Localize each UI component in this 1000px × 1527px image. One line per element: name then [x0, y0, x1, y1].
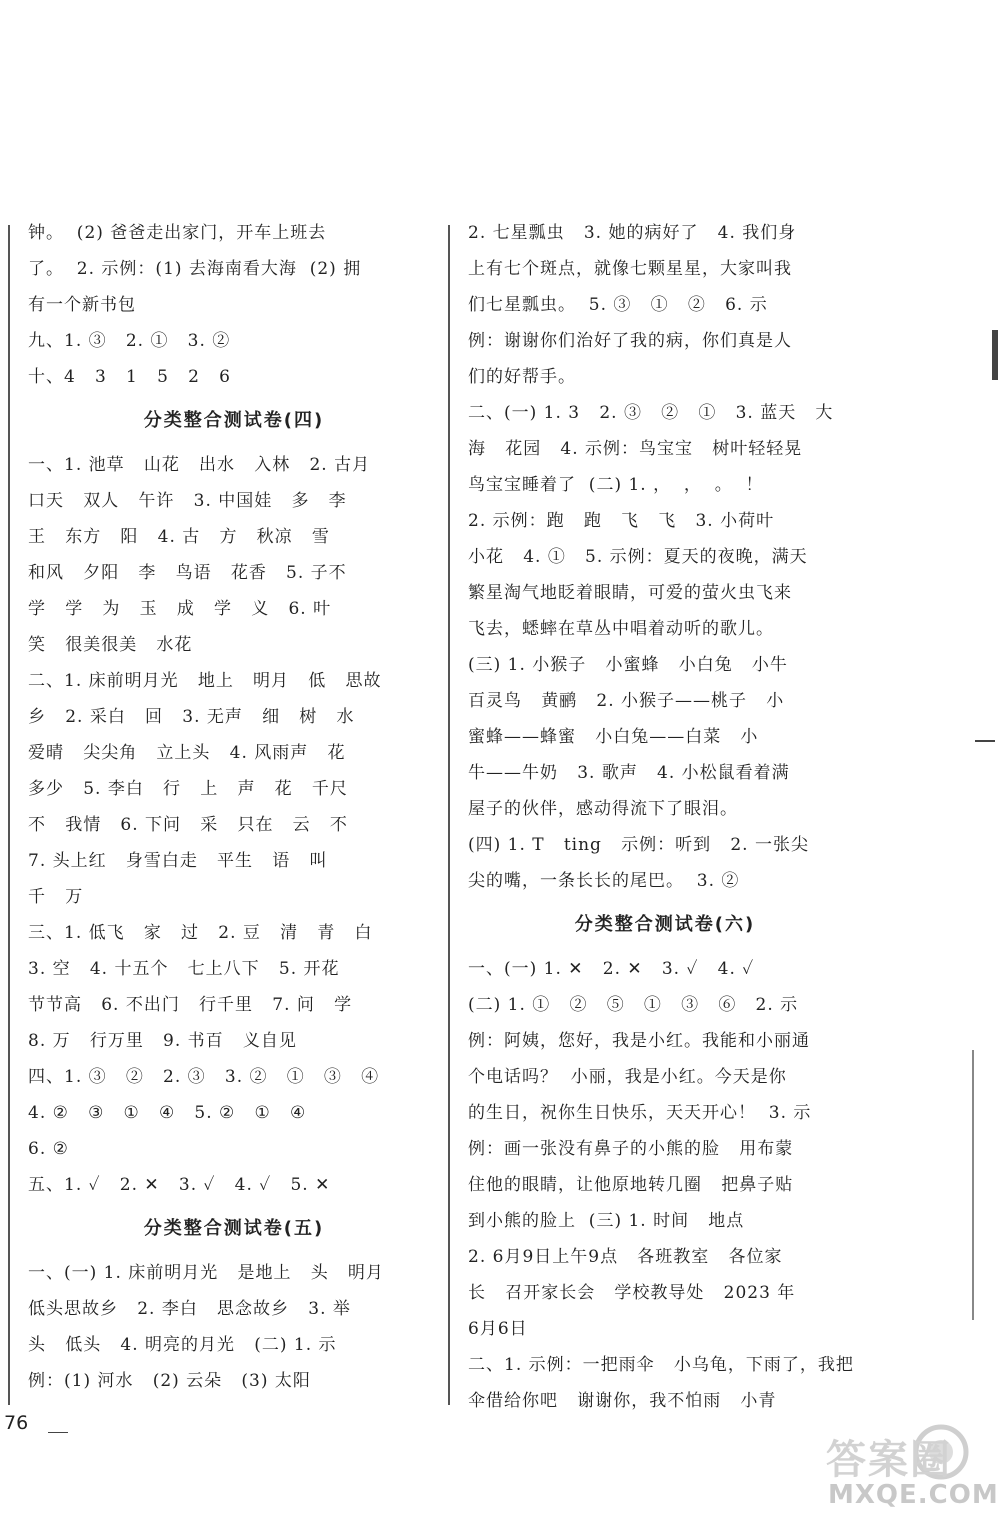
answer-line: 们七星瓢虫。 5. ③ ① ② 6. 示: [468, 295, 768, 315]
page-edge-shadow: [972, 1050, 974, 1320]
answer-line: 一、(一) 1. 床前明月光 是地上 头 明月: [28, 1263, 384, 1283]
answer-line: 一、(一) 1. ✕ 2. ✕ 3. ✓ 4. ✓: [468, 959, 755, 979]
answer-line: 屋子的伙伴，感动得流下了眼泪。: [468, 799, 738, 819]
answer-line: 口天 双人 午许 3. 中国娃 多 李: [28, 491, 347, 511]
answer-line: 乡 2. 采白 回 3. 无声 细 树 水: [28, 707, 355, 727]
page-number: 76: [4, 1412, 29, 1434]
answer-line: 2. 6月9日上午9点 各班教室 各位家: [468, 1247, 783, 1267]
answer-line: 例：阿姨，您好，我是小红。我能和小丽通: [468, 1031, 810, 1051]
right-column: [468, 215, 862, 1419]
answer-line: 长 召开家长会 学校教导处 2023 年: [468, 1283, 796, 1303]
answer-line: 学 学 为 玉 成 学 义 6. 叶: [28, 599, 332, 619]
answer-line: 爱晴 尖尖角 立上头 4. 风雨声 花: [28, 743, 346, 763]
page-edge-shadow: [992, 330, 998, 380]
answer-line: 上有七个斑点，就像七颗星星，大家叫我: [468, 259, 792, 279]
answer-line: 3. 空 4. 十五个 七上八下 5. 开花: [28, 959, 340, 979]
answer-line: 鸟宝宝睡着了 (二) 1. ， ， 。 ！: [468, 475, 764, 495]
answer-line: 尖的嘴，一条长长的尾巴。 3. ②: [468, 871, 740, 891]
answer-line: 4. ② ③ ① ④ 5. ② ① ④: [28, 1103, 307, 1123]
answer-line: 钟。 (2) 爸爸走出家门，开车上班去: [28, 223, 327, 243]
answer-line: 例：谢谢你们治好了我的病，你们真是人: [468, 331, 792, 351]
answer-line: 6. ②: [28, 1139, 69, 1159]
answer-line: 有一个新书包: [28, 295, 136, 315]
watermark-logo: 答案圈: [826, 1437, 952, 1483]
answer-line: 伞借给你吧 谢谢你，我不怕雨 小青: [468, 1391, 777, 1411]
answer-line: 们的好帮手。: [468, 367, 576, 387]
answer-line: (三) 1. 小猴子 小蜜蜂 小白兔 小牛: [468, 655, 788, 675]
answer-line: 了。 2. 示例：(1) 去海南看大海 (2) 拥: [28, 259, 362, 279]
answer-line: 蜜蜂——蜂蜜 小白兔——白菜 小: [468, 727, 759, 747]
section-title: 分类整合测试卷(四): [143, 410, 325, 431]
answer-line: 的生日，祝你生日快乐，天天开心！ 3. 示: [468, 1103, 812, 1123]
answer-line: 不 我情 6. 下问 采 只在 云 不: [28, 815, 348, 835]
page-edge-shadow: [975, 740, 995, 742]
left-margin-rule: [8, 225, 10, 1405]
left-column: [28, 215, 440, 1399]
answer-line: (二) 1. ① ② ⑤ ① ③ ⑥ 2. 示: [468, 995, 799, 1015]
answer-line: 住他的眼睛，让他原地转几圈 把鼻子贴: [468, 1175, 794, 1195]
answer-line: 7. 头上红 身雪白走 平生 语 叫: [28, 851, 328, 871]
answer-line: 海 花园 4. 示例：鸟宝宝 树叶轻轻晃: [468, 439, 803, 459]
watermark-site: MXQE.COM: [828, 1480, 999, 1510]
answer-line: 五、1. ✓ 2. ✕ 3. ✓ 4. ✓ 5. ✕: [28, 1175, 331, 1195]
answer-line: 千 万: [28, 887, 84, 907]
answer-line: 低头思故乡 2. 李白 思念故乡 3. 举: [28, 1299, 351, 1319]
answer-line: 一、1. 池草 山花 出水 入林 2. 古月: [28, 455, 371, 475]
answer-line: (四) 1. T ting 示例：听到 2. 一张尖: [468, 835, 809, 855]
answer-line: 牛——牛奶 3. 歌声 4. 小松鼠看着满: [468, 763, 790, 783]
page-number-dash: [48, 1432, 68, 1433]
answer-line: 2. 七星瓢虫 3. 她的病好了 4. 我们身: [468, 223, 797, 243]
answer-line: 个电话吗？ 小丽，我是小红。今天是你: [468, 1067, 787, 1087]
answer-line: 2. 示例：跑 跑 飞 飞 3. 小荷叶: [468, 511, 775, 531]
answer-line: 九、1. ③ 2. ① 3. ②: [28, 331, 231, 351]
section-title: 分类整合测试卷(六): [574, 914, 756, 935]
answer-line: 多少 5. 李白 行 上 声 花 千尺: [28, 779, 348, 799]
answer-line: 繁星淘气地眨着眼睛，可爱的萤火虫飞来: [468, 583, 792, 603]
answer-line: 小花 4. ① 5. 示例：夏天的夜晚，满天: [468, 547, 808, 567]
column-divider: [448, 225, 450, 1405]
answer-line: 笑 很美很美 水花: [28, 635, 193, 655]
answer-line: 四、1. ③ ② 2. ③ 3. ② ① ③ ④: [28, 1067, 380, 1087]
answer-line: 二、(一) 1. 3 2. ③ ② ① 3. 蓝天 大: [468, 403, 834, 423]
answer-line: 二、1. 床前明月光 地上 明月 低 思故: [28, 671, 382, 691]
answer-line: 8. 万 行万里 9. 书百 义自见: [28, 1031, 297, 1051]
answer-line: 二、1. 示例：一把雨伞 小乌龟，下雨了，我把: [468, 1355, 854, 1375]
answer-line: 三、1. 低飞 家 过 2. 豆 清 青 白: [28, 923, 373, 943]
section-title: 分类整合测试卷(五): [143, 1218, 325, 1239]
answer-line: 例：画一张没有鼻子的小熊的脸 用布蒙: [468, 1139, 794, 1159]
answer-line: 和风 夕阳 李 鸟语 花香 5. 子不: [28, 563, 347, 583]
answer-line: 百灵鸟 黄鹂 2. 小猴子——桃子 小: [468, 691, 785, 711]
answer-line: 节节高 6. 不出门 行千里 7. 问 学: [28, 995, 353, 1015]
answer-line: 6月6日: [468, 1319, 528, 1339]
answer-line: 头 低头 4. 明亮的月光 (二) 1. 示: [28, 1335, 337, 1355]
answer-line: 王 东方 阳 4. 古 方 秋凉 雪: [28, 527, 330, 547]
answer-line: 飞去，蟋蟀在草丛中唱着动听的歌儿。: [468, 619, 774, 639]
answer-line: 十、4 3 1 5 2 6: [28, 367, 231, 387]
answer-line: 例：(1) 河水 (2) 云朵 (3) 太阳: [28, 1371, 311, 1391]
answer-line: 到小熊的脸上 (三) 1. 时间 地点: [468, 1211, 745, 1231]
